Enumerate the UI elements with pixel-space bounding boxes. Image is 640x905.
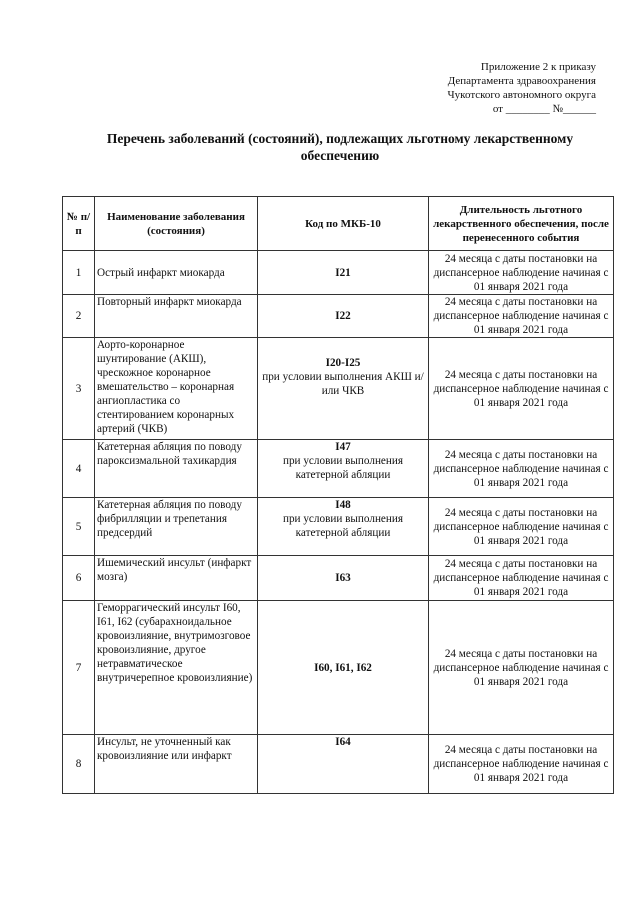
header-name: Наименование заболевания (состояния) — [95, 197, 258, 251]
row-name: Катетерная абляция по поводу пароксизмальной тахикардия — [95, 440, 258, 498]
title-line-1: Перечень заболеваний (состояний), подлежащих льготному лекарственному — [106, 131, 574, 146]
row-num: 7 — [63, 601, 95, 735]
row-duration: 24 месяца с даты постановки на диспансерное наблюдение начиная с 01 января 2021 года — [429, 440, 614, 498]
table-row — [63, 735, 614, 794]
code-note: при условии выполнения катетерной абляции — [282, 455, 404, 481]
table-header-row — [63, 197, 614, 251]
row-code — [258, 735, 429, 794]
row-name: Геморрагический инсульт I60, I61, I62 (субарахноидальное кровоизлияние, внутримозговое кровоизлияние, другое нетравматическое внутричерепное кровоизлияние) — [95, 601, 258, 735]
row-code — [258, 440, 429, 498]
header-code: Код по МКБ-10 — [258, 197, 429, 251]
row-num: 3 — [63, 338, 95, 440]
table-row — [63, 440, 614, 498]
document-title — [80, 130, 600, 164]
icd-code: I48 — [335, 499, 351, 511]
code-note: при условии выполнения АКШ и/или ЧКВ — [262, 371, 424, 397]
row-name: Аорто-коронарное шунтирование (АКШ), чрескожное коронарное вмешательство – коронарная ангиопластика со стентированием коронарных артерий (ЧКВ) — [95, 338, 258, 440]
annex-line-2: Департамента здравоохранения — [447, 75, 596, 87]
icd-code: I60, I61, I62 — [314, 661, 372, 674]
table-row — [63, 338, 614, 440]
row-name: Повторный инфаркт миокарда — [95, 295, 258, 338]
annex-line-3: Чукотского автономного округа — [447, 89, 596, 101]
annex-line-1: Приложение 2 к приказу — [480, 61, 596, 73]
icd-code: I63 — [335, 572, 351, 584]
row-name: Катетерная абляция по поводу фибрилляции и трепетания предсердий — [95, 498, 258, 556]
row-code — [258, 498, 429, 556]
table-row — [63, 601, 614, 735]
table-row — [63, 251, 614, 295]
table-row — [63, 498, 614, 556]
row-num: 8 — [63, 735, 95, 794]
row-code — [258, 601, 429, 735]
row-duration: 24 месяца с даты постановки на диспансерное наблюдение начиная с 01 января 2021 года — [429, 601, 614, 735]
header-duration: Длительность льготного лекарственного обеспечения, после перенесенного события — [429, 197, 614, 251]
row-num: 1 — [63, 251, 95, 295]
row-code — [258, 295, 429, 338]
code-note: при условии выполнения катетерной абляции — [282, 513, 404, 539]
icd-code: I64 — [335, 736, 351, 748]
row-duration: 24 месяца с даты постановки на диспансерное наблюдение начиная с 01 января 2021 года — [429, 338, 614, 440]
row-duration: 24 месяца с даты постановки на диспансерное наблюдение начиная с 01 января 2021 года — [429, 251, 614, 295]
icd-code: I20-I25 — [325, 357, 361, 369]
annex-line-4: от ________ №______ — [492, 103, 596, 115]
row-code — [258, 556, 429, 601]
header-num: № п/п — [63, 197, 95, 251]
row-duration: 24 месяца с даты постановки на диспансерное наблюдение начиная с 01 января 2021 года — [429, 295, 614, 338]
row-duration: 24 месяца с даты постановки на диспансерное наблюдение начиная с 01 января 2021 года — [429, 498, 614, 556]
row-num: 4 — [63, 440, 95, 498]
table-row — [63, 295, 614, 338]
table-row — [63, 556, 614, 601]
annex-block — [376, 60, 596, 116]
row-num: 6 — [63, 556, 95, 601]
row-code — [258, 338, 429, 440]
row-code — [258, 251, 429, 295]
row-duration: 24 месяца с даты постановки на диспансерное наблюдение начиная с 01 января 2021 года — [429, 556, 614, 601]
icd-code: I22 — [335, 310, 351, 322]
title-line-2: обеспечению — [300, 148, 380, 163]
row-name: Ишемический инсульт (инфаркт мозга) — [95, 556, 258, 601]
icd-code: I21 — [335, 266, 351, 279]
row-num: 5 — [63, 498, 95, 556]
diseases-table — [62, 196, 614, 794]
row-name: Острый инфаркт миокарда — [95, 251, 258, 295]
icd-code: I47 — [335, 441, 351, 453]
row-duration: 24 месяца с даты постановки на диспансерное наблюдение начиная с 01 января 2021 года — [429, 735, 614, 794]
row-num: 2 — [63, 295, 95, 338]
row-name: Инсульт, не уточненный как кровоизлияние или инфаркт — [95, 735, 258, 794]
